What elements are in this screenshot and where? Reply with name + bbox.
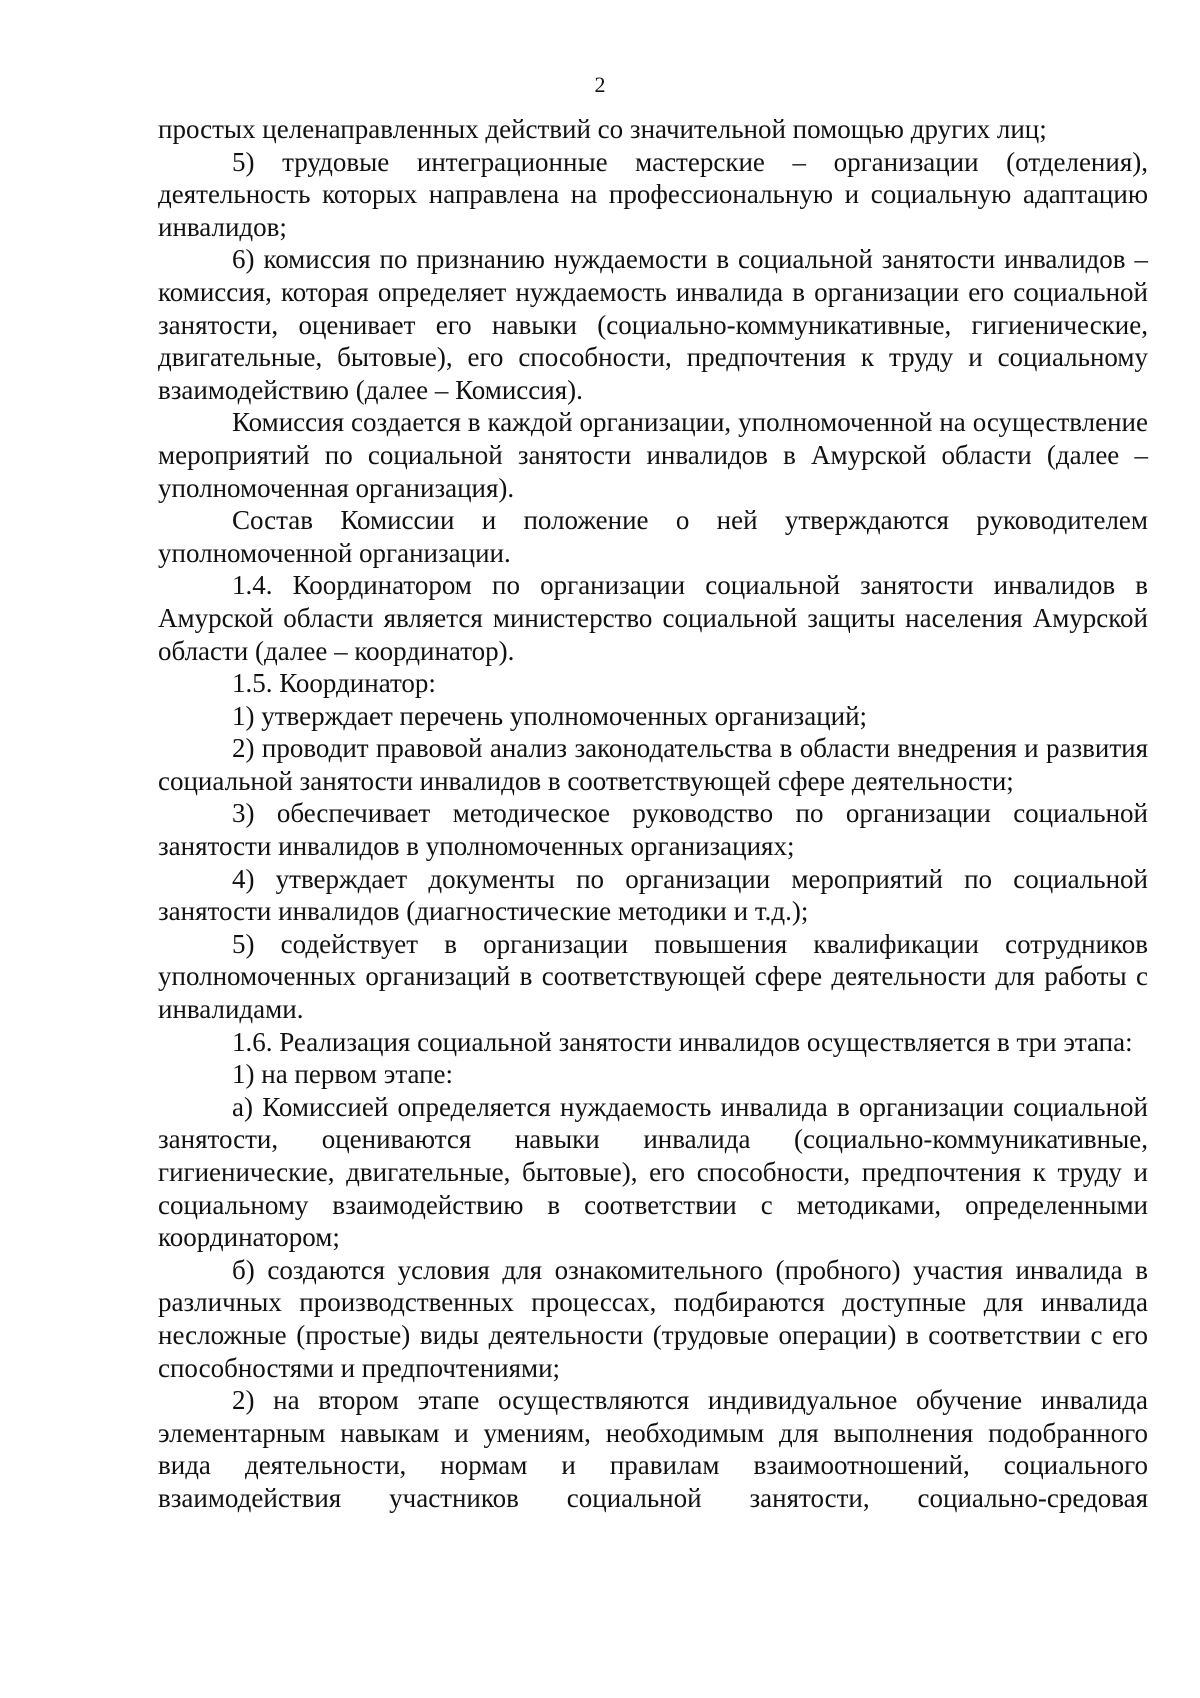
paragraph-1-6: 1.6. Реализация социальной занятости инвалидов осуществляется в три этапа: — [232, 1026, 1133, 1057]
paragraph-commission-created: Комиссия создается в каждой организации, уполномоченной на осуществление мероприятий по социальной занятости инвалидов в Амурской области (далее – уполномоченная организация). — [158, 407, 1148, 503]
paragraph-stage-2: 2) на втором этапе осуществляются индивидуальное обучение инвалида элементарным навыкам и умениям, необходимым для выполнения подобранного вида деятельности, нормам и правилам взаимоотношений, социального взаимодействия участников социальной занятости, социально-средовая — [158, 1385, 1148, 1513]
paragraph-1-4: 1.4. Координатором по организации социальной занятости инвалидов в Амурской области является министерство социальной защиты населения Амурской области (далее – координатор). — [158, 570, 1148, 666]
paragraph-1-5-item-5: 5) содействует в организации повышения квалификации сотрудников уполномоченных организаций в соответствующей сфере деятельности для работы с инвалидами. — [158, 928, 1148, 1025]
paragraph-continuation: простых целенаправленных действий со значительной помощью других лиц; — [158, 114, 1047, 144]
document-body — [158, 113, 1148, 1515]
paragraph-1-5: 1.5. Координатор: — [232, 668, 436, 699]
paragraph-1-5-item-1: 1) утверждает перечень уполномоченных организаций; — [232, 700, 868, 731]
paragraph-1-5-item-4: 4) утверждает документы по организации мероприятий по социальной занятости инвалидов (диагностические методики и т.д.); — [158, 863, 1148, 927]
paragraph-commission-composition: Состав Комиссии и положение о ней утверждаются руководителем уполномоченной организации. — [158, 505, 1148, 568]
page-number: 2 — [594, 72, 606, 97]
paragraph-item-6-commission: 6) комиссия по признанию нуждаемости в социальной занятости инвалидов – комиссия, которая определяет нуждаемость инвалида в организации его социальной занятости, оценивает его навыки (социально-коммуникативные, гигиенические, двигательные, бытовые), его способности, предпочтения к труду и социальному взаимодействию (далее – Комиссия). — [158, 244, 1148, 405]
paragraph-item-5-workshops: 5) трудовые интеграционные мастерские – организации (отделения), деятельность которых направлена на профессиональную и социальную адаптацию инвалидов; — [158, 146, 1148, 242]
paragraph-1-5-item-2: 2) проводит правовой анализ законодательства в области внедрения и развития социальной занятости инвалидов в соответствующей сфере деятельности; — [158, 733, 1148, 796]
paragraph-1-5-item-3: 3) обеспечивает методическое руководство по организации социальной занятости инвалидов в уполномоченных организациях; — [158, 798, 1148, 862]
paragraph-stage-1: 1) на первом этапе: — [232, 1059, 454, 1090]
paragraph-stage-1-a: а) Комиссией определяется нуждаемость инвалида в организации социальной занятости, оцениваются навыки инвалида (социально-коммуникативные, гигиенические, двигательные, бытовые), его способности, предпочтения к труду и социальному взаимодействию в соответствии с методиками, определенными координатором; — [158, 1091, 1148, 1253]
paragraph-stage-1-b: б) создаются условия для ознакомительного (пробного) участия инвалида в различных производственных процессах, подбираются доступные для инвалида несложные (простые) виды деятельности (трудовые операции) в соответствии с его способностями и предпочтениями; — [158, 1254, 1148, 1383]
